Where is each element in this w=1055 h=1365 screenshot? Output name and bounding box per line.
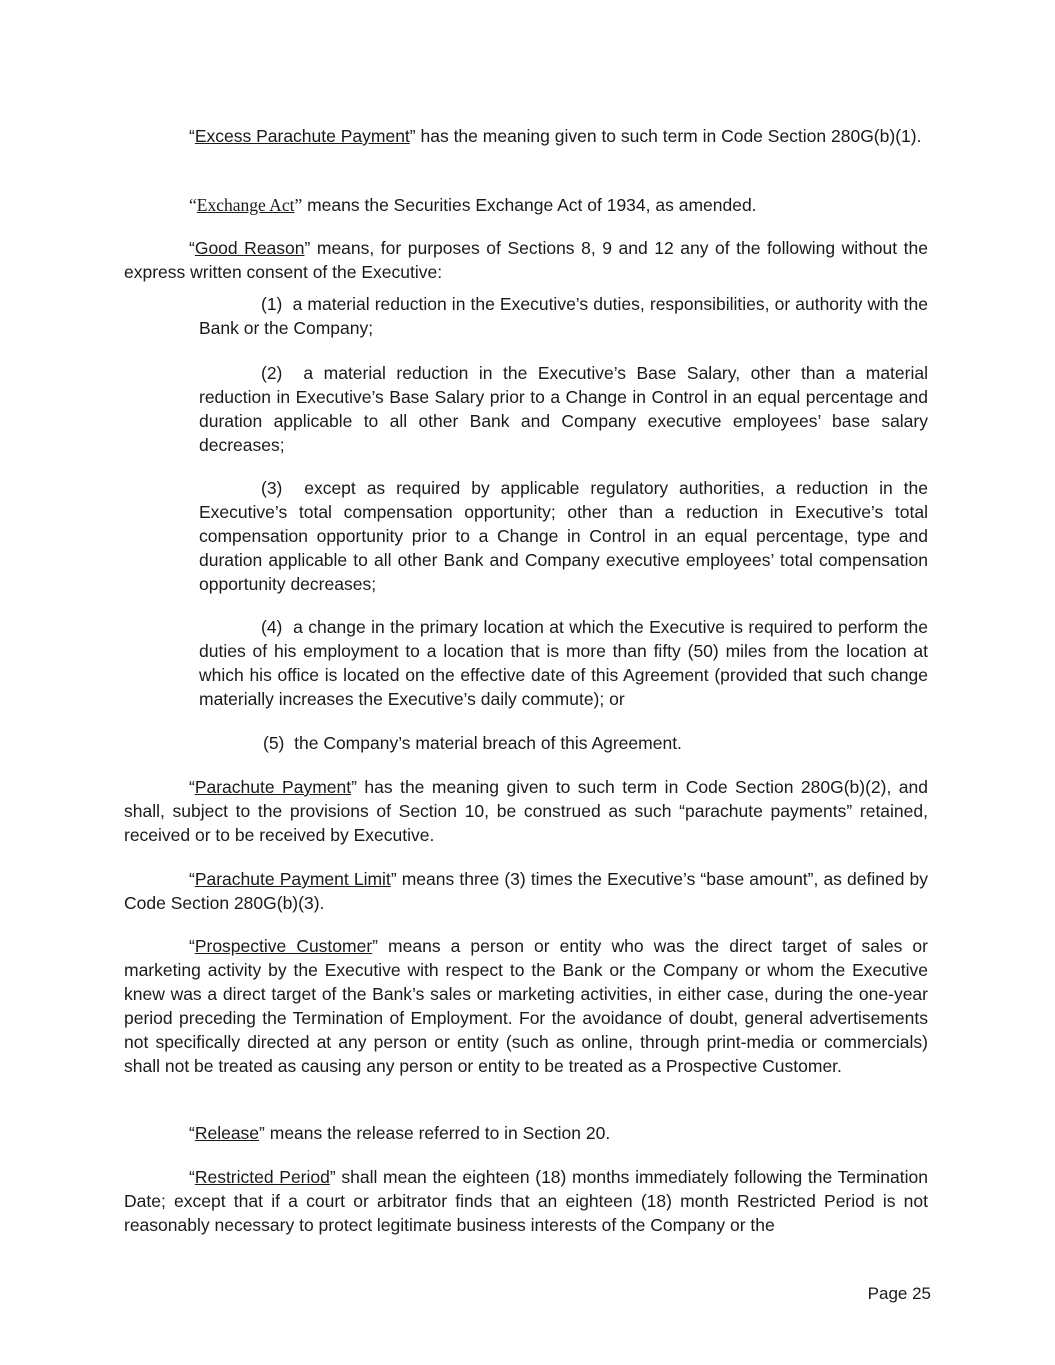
close-quote: ”: [259, 1123, 265, 1143]
open-quote: “: [189, 1167, 195, 1187]
item-number: (3): [261, 478, 283, 498]
definition-parachute-payment: [124, 775, 928, 847]
definition-text: means the release referred to in Section 20.: [264, 1123, 611, 1143]
defined-term: Release: [194, 1123, 260, 1143]
definition-release: [124, 1121, 928, 1145]
definition-prospective-customer: [124, 934, 928, 1078]
good-reason-item: [199, 615, 928, 711]
definition-exchange-act: [124, 193, 928, 217]
close-quote: ”: [329, 1167, 336, 1187]
item-text: a change in the primary location at which the Executive is required to perform the duties of his employment to a location that is more than fifty (50) miles from the location at which his office is located on the effective date of this Agreement (provided that such change materially increases the Executive’s daily commute); or: [199, 617, 928, 709]
open-quote: “: [189, 195, 197, 215]
definition-good-reason: [124, 236, 928, 284]
open-quote: “: [189, 1123, 195, 1143]
definition-text: has the meaning given to such term in Code Section 280G(b)(2), and shall, subject to the provisions of Section 10, be construed as such “parachute payments” retained, received or to be received by Executive.: [124, 777, 928, 845]
good-reason-item: [199, 476, 928, 596]
close-quote: ”: [304, 238, 311, 258]
item-text: the Company’s material breach of this Agreement.: [294, 733, 682, 753]
open-quote: “: [189, 777, 195, 797]
defined-term: Restricted Period: [194, 1167, 330, 1187]
defined-term: Parachute Payment Limit: [194, 869, 391, 889]
good-reason-item: [199, 361, 928, 457]
definition-text: has the meaning given to such term in Code Section 280G(b)(1).: [415, 126, 922, 146]
item-text: except as required by applicable regulatory authorities, a reduction in the Executive’s total compensation opportunity; other than a reduction in Executive’s total compensation opportunity prior to a Change in Control in an equal percentage, type and duration applicable to all other Bank and Company executive employees’ total compensation opportunity decreases;: [199, 478, 928, 594]
item-text: a material reduction in the Executive’s Base Salary, other than a material reduction in Executive’s Base Salary prior to a Change in Control in an equal percentage and duration applicable to all other Bank and Company executive employees’ base salary decreases;: [199, 363, 928, 455]
item-number: (1): [261, 294, 283, 314]
item-number: (4): [261, 617, 283, 637]
item-number: (5): [263, 733, 285, 753]
definition-text: means, for purposes of Sections 8, 9 and 12 any of the following without the express written consent of the Executive:: [124, 238, 928, 282]
open-quote: “: [189, 238, 195, 258]
page-number: Page 25: [867, 1284, 931, 1303]
good-reason-item: [199, 292, 928, 340]
defined-term: Excess Parachute Payment: [194, 126, 410, 146]
close-quote: ”: [351, 777, 357, 797]
close-quote: ”: [390, 869, 397, 889]
open-quote: “: [189, 869, 195, 889]
defined-term: Prospective Customer: [194, 936, 373, 956]
close-quote: ”: [372, 936, 378, 956]
definition-text: shall mean the eighteen (18) months immediately following the Termination Date; except that if a court or arbitrator finds that an eighteen (18) month Restricted Period is not reasonably necessary to protect legitimate business interests of the Company or the: [124, 1167, 928, 1235]
open-quote: “: [189, 936, 195, 956]
definition-excess-parachute-payment: [124, 124, 928, 148]
open-quote: “: [189, 126, 195, 146]
defined-term: Parachute Payment: [194, 777, 352, 797]
defined-term: Good Reason: [194, 238, 305, 258]
definition-text: means a person or entity who was the direct target of sales or marketing activity by the Executive with respect to the Bank or the Company or whom the Executive knew was a direct target of the Bank’s sales or marketing activities, in either case, during the one-year period preceding the Termination of Employment. For the avoidance of doubt, general advertisements not specifically directed at any person or entity (such as online, through print-media or commercials) shall not be treated as causing any person or entity to be treated as a Prospective Customer.: [124, 936, 928, 1076]
item-number: (2): [261, 363, 283, 383]
good-reason-item: [199, 731, 928, 755]
definition-text: means three (3) times the Executive’s “base amount”, as defined by Code Section 280G(b)(3).: [124, 869, 929, 913]
definition-parachute-payment-limit: [124, 867, 928, 915]
close-quote: ”: [294, 195, 303, 215]
definition-text: means the Securities Exchange Act of 1934, as amended.: [302, 195, 757, 215]
close-quote: ”: [409, 126, 416, 146]
item-text: a material reduction in the Executive’s duties, responsibilities, or authority with the Bank or the Company;: [199, 294, 928, 338]
defined-term: Exchange Act: [196, 195, 295, 215]
definition-restricted-period: [124, 1165, 928, 1237]
